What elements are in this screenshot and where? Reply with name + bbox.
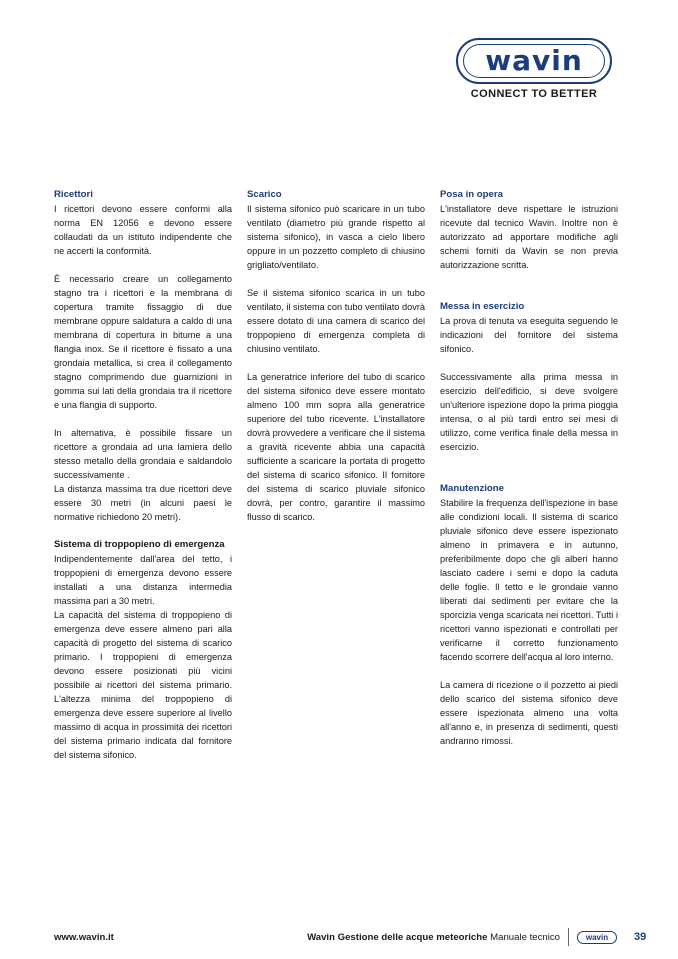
heading-messa-in-esercizio: Messa in esercizio xyxy=(440,301,525,312)
paragraph: La prova di tenuta va eseguita seguendo le indicazioni del fornitore del sistema sifonico. xyxy=(440,316,618,354)
paragraph: La distanza massima tra due ricettori deve essere 30 metri (in alcuni paesi le normative richiedono 20 metri). xyxy=(54,484,232,522)
footer-divider xyxy=(568,928,569,946)
paragraph: La generatrice inferiore del tubo di scarico del sistema sifonico deve essere montato almeno 100 mm sopra alla generatrice superiore del tubo ricevente. L'installatore dovrà provvedere a verificare che il sistema a gravità ricevente abbia una capacità sufficiente a scaricare la portata di progetto del sistema di scarico sifonico. Il fornitore del sistema di scarico pluviale sifonico dovrà, per contro, garantire il massimo flusso di scarico. xyxy=(247,372,425,522)
paragraph: Indipendentemente dall'area del tetto, i troppopieni di emergenza devono essere installati a una distanza intermedia massima pari a 30 metri. xyxy=(54,554,232,606)
page-number: 39 xyxy=(634,931,647,943)
paragraph: I ricettori devono essere conformi alla norma EN 12056 e devono essere collaudati da un istituto indipendente che ne accerti la conformità. xyxy=(54,204,232,256)
footer-logo-text: wavin xyxy=(585,932,609,942)
footer-url[interactable]: www.wavin.it xyxy=(54,932,114,943)
brand-tagline: CONNECT TO BETTER xyxy=(470,88,598,100)
heading-posa-in-opera: Posa in opera xyxy=(440,189,503,200)
paragraph: La camera di ricezione o il pozzetto ai piedi dello scarico del sistema sifonico deve essere ispezionata almeno una volta all'anno e, in presenza di sedimenti, questi andranno rimossi. xyxy=(440,680,618,746)
wavin-logo xyxy=(456,38,614,102)
paragraph: Il sistema sifonico può scaricare in un tubo ventilato (diametro più grande rispetto al sistema sifonico), in vasca a cielo libero oppure in un pozzetto completo di chiusino grigliato/ventilato. xyxy=(247,204,425,270)
heading-ricettori: Ricettori xyxy=(54,189,93,200)
paragraph: Successivamente alla prima messa in esercizio dell'edificio, si deve svolgere un'ulteriore ispezione dopo la prima pioggia intensa, o al più tardi entro sei mesi di utilizzo, come verifica finale della messa in esercizio. xyxy=(440,372,618,452)
logo-pill-inner xyxy=(463,44,605,78)
heading-manutenzione: Manutenzione xyxy=(440,483,504,494)
column-2 xyxy=(247,188,425,524)
logo-pill-outer xyxy=(456,38,612,84)
footer-title-bold: Wavin Gestione delle acque meteoriche xyxy=(307,932,488,943)
paragraph: Se il sistema sifonico scarica in un tubo ventilato, il sistema con tubo ventilato dovrà essere dotato di una camera di scarico del troppopieno di emergenza completa di chiusino ventilato. xyxy=(247,288,425,354)
footer-title xyxy=(307,932,560,943)
logo-text: wavin xyxy=(485,44,583,77)
heading-troppopieno: Sistema di troppopieno di emergenza xyxy=(54,539,225,550)
paragraph: In alternativa, è possibile fissare un ricettore a grondaia ad una lamiera dello stesso metallo della grondaia e saldandolo successivamente . xyxy=(54,428,232,480)
column-1 xyxy=(54,188,232,762)
footer-wavin-logo xyxy=(577,931,617,944)
paragraph: Stabilire la frequenza dell'ispezione in base alle condizioni locali. Il sistema di scarico pluviale sifonico deve essere ispezionato almeno in primavera e in autunno, preferibilmente dopo che gli alberi hanno lasciato cadere i semi e dopo la caduta delle foglie. Il tetto e le grondaie vanno liberati dai sedimenti per evitare che la sporcizia venga scaricata nei ricettori. Tutti i ricettori vanno ispezionati e controllati per verificarne il corretto funzionamento facendo scorrere dell'acqua al loro interno. xyxy=(440,498,618,662)
footer-title-regular: Manuale tecnico xyxy=(490,932,560,943)
heading-scarico: Scarico xyxy=(247,189,282,200)
paragraph: È necessario creare un collegamento stagno tra i ricettori e la membrana di copertura tramite fissaggio di due membrane oppure saldatura a caldo di una membrana di copertura in bitume a una flangia inox. Se il ricettore è fissato a una grondaia metallica, si crea il collegamento stagno comprimendo due guarnizioni in gomma sui lati della grondaia tra il ricettore e una flangia di supporto. xyxy=(54,274,232,410)
column-3 xyxy=(440,188,618,748)
page-footer xyxy=(0,928,678,948)
paragraph: La capacità del sistema di troppopieno di emergenza deve essere almeno pari alla capacità di progetto del sistema di scarico primario. I troppopieni di emergenza devono essere posizionati più vicini possibile ai ricettori del sistema primario. L'altezza minima del troppopieno di emergenza deve essere superiore al livello massimo di acqua in prossimità dei ricettori del sistema primario indicata dal fornitore del sistema sifonico. xyxy=(54,610,232,760)
paragraph: L'installatore deve rispettare le istruzioni ricevute dal tecnico Wavin. Inoltre non è autorizzato ad apportare modifiche agli schemi forniti da Wavin se non previa autorizzazione scritta. xyxy=(440,204,618,270)
